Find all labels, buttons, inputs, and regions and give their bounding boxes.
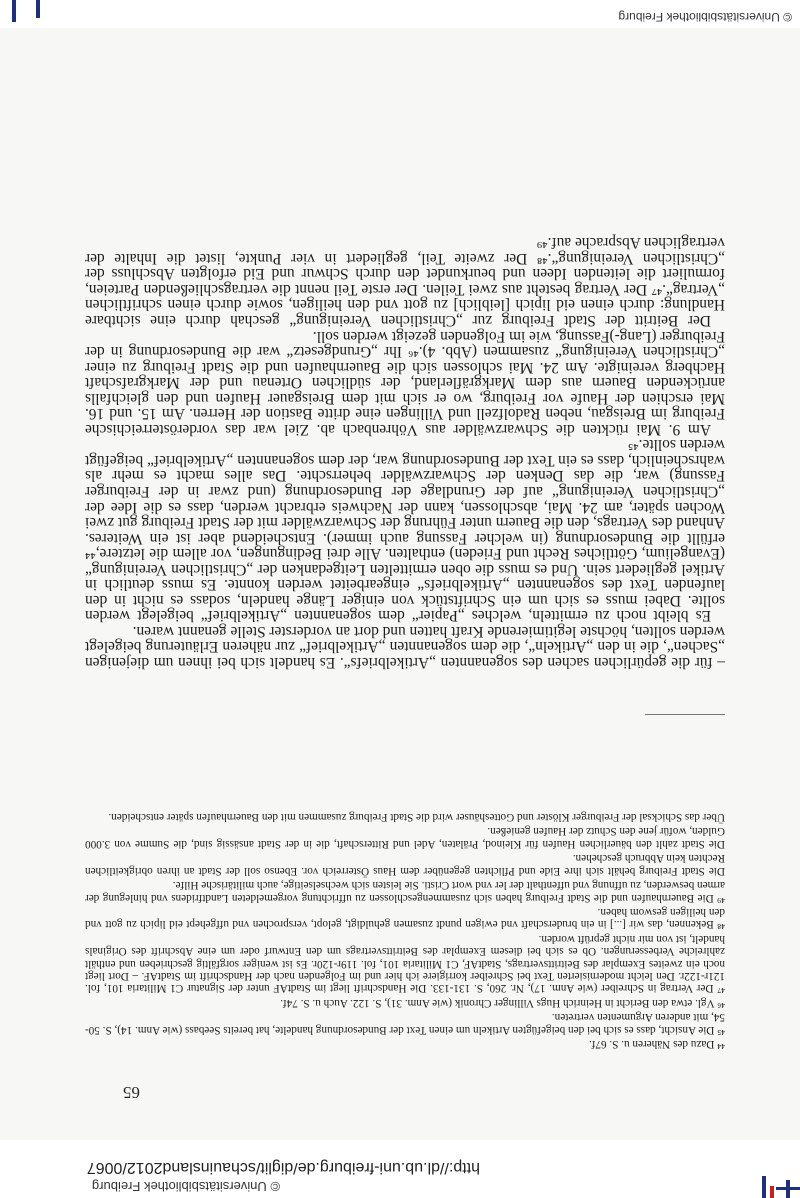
footnote: ⁴⁶ Vgl. etwa den Bericht in Heinrich Hugs Villinger Chronik (wie Anm. 31), S. 122. Auch u. S. 74f. xyxy=(280,996,725,1009)
footnote: Die Stadt Freiburg behält sich ihre Eide und Pflichten gegenüber dem Haus Österreich vor. Ebenso soll der Stadt an ihren obrigkeitlichen Rechten kein Abbruch geschehen. xyxy=(85,852,725,877)
library-copyright-top: © Universitätsbibliothek Freiburg xyxy=(618,10,792,24)
library-footer xyxy=(0,1140,800,1198)
university-logo-icon xyxy=(756,1168,800,1198)
paragraph: Der Beitritt der Stadt Freiburg zur „Christlichen Vereinigung“ geschah durch eine sichtbare Handlung: durch einen eid lipich [leiblich] zu gott vnd den heiligen, sowie durch einen schriftlichen „Vertrag“.⁴⁷ Der Vertrag besteht aus zwei Teilen. Der erste Teil nennt die vertragschließenden Parteien, formuliert die leitenden Ideen und beurkundet den durch Schwur und Eid erfolgten Abschluss der „Christlichen Vereinigung“.⁴⁸ Der zweite Teil, gegliedert in vier Punkte, listet die Inhalte der vertraglichen Absprache auf.⁴⁹ xyxy=(85,234,725,329)
footnote: ⁴⁴ Dazu des Näheren u. S. 67f. xyxy=(588,1038,725,1050)
footnote: Über das Schicksal der Freiburger Klöster und Gotteshäuser wird die Stadt Freiburg zusammen mit den Bauernhaufen später entscheiden. xyxy=(108,811,725,824)
library-copyright: © Universitätsbibliothek Freiburg xyxy=(91,1179,280,1194)
source-url[interactable]: http://dl.ub.uni-freiburg.de/diglit/schauinsland2012/0067 xyxy=(86,1159,480,1176)
footnote: ⁴⁵ Die Ansicht, dass es sich bei den beigefügten Artikeln um einen Text der Bundesordnung handelte, hat bereits Seebass (wie Anm. 14), S. 50-54, mit anderen Argumenten vertreten. xyxy=(84,1011,725,1036)
footnote: ⁴⁷ Der Vertrag in Schreiber (wie Anm. 17), Nr. 260, S. 131-133. Die Handschrift liegt im StadtAF unter der Signatur C1 Militaria 101, fol. 121r-122r. Den leicht modernisierten Text bei Schreiber korrigiere ich hier und im Folgenden nach der Handschrift im StadtAF. – Dort liegt noch ein zweites Exemplar des Beitrittsvertrags, StadtAF, C1 Militaria 101, fol. 119r-120r. Es ist weniger sorgfältig geschrieben und enthält zahlreiche Verbesserungen. Ob es sich bei diesem Exemplar des Beitrittsvertrags um den Entwurf oder um eine Abschrift des Originals handelt, ist von mir nicht geprüft worden. xyxy=(85,932,725,995)
footnotes xyxy=(85,809,725,1050)
footnote: ⁴⁸ Bekennen, das wir [...] in ein bruderschaft vnd ewigen pundt zusamen gehuldigt, gelopt, versprochen vnd uffgehept eid lipich zu gott vnd den heiligen geswom haben. xyxy=(85,905,725,931)
paragraph: – für die gepürlichen sachen des sogenannten „Artikelbriefs“. Es handelt sich bei ihnen um diejenigen „Sachen“, die in den „Artikeln“, die dem sogenannten „Artikelbrief“ zur näheren Erläuterung beigelegt werden sollten, höchste legitimierende Kraft hatten und dort an vorderster Stelle genannt waren. xyxy=(85,622,725,671)
footnote-divider xyxy=(645,714,725,715)
paragraph: Es bleibt noch zu ermitteln, welches „Papier“ dem sogenannten „Artikelbrief“ beigelegt werden sollte. Dabei muss es sich um ein Schriftstück von einiger Länge handeln, sodass es nicht in den laufenden Text des sogenannten „Artikelbriefs“ eingearbeitet werden konnte. Es muss deutlich in Artikel gegliedert sein. Und es muss die oben ermittelten Leitgedanken der „Christlichen Vereinigung“ (Evangelium, Göttliches Recht und Frieden) enthalten. Alle drei Bedingungen, vor allem die letztere,⁴⁴ erfüllt die Bundesordnung (in welcher Fassung auch immer). Entscheidend aber ist ein Weiteres. Anhand des Vertrags, den die Bauern unter Führung der Schwarzwälder mit der Stadt Freiburg gut zwei Wochen später, am 24. Mai, abschlossen, kann der Nachweis erbracht werden, dass es die Idee der „Christlichen Vereinigung“ auf der Grundlage der Bundesordnung (und zwar in der Freiburger Fassung) war, die das Denken der Schwarzwälder beherrschte. Das alles macht es mehr als wahrscheinlich, dass es ein Text der Bundesordnung war, der dem sogenannten „Artikelbrief“ beigefügt werden sollte.⁴⁵ xyxy=(85,436,725,625)
university-logo-top-icon xyxy=(6,0,50,28)
footnote: Die Stadt zahlt den bäuerlichen Haufen für Kleinod, Prälaten, Adel und Ritterschaft, die in der Stadt ansässig sind, die Summe von 3.000 Gulden, wofür jene den Schutz der Haufen genießen. xyxy=(85,825,725,850)
footnote: ⁴⁹ Die Bauernhaufen und die Stadt Freiburg haben sich zusammengeschlossen zu uffrichtung vorgemeldeten Landtfridens vnd hinlegung der armen beswerden, zu uffnung vnd uffenthalt der ler vnd wort Cristi. Sie leisten sich wechselseitige, auch militärische Hilfe. xyxy=(85,879,725,904)
library-header xyxy=(0,0,800,28)
page-number: 65 xyxy=(123,1083,140,1102)
paragraph: Am 9. Mai rückten die Schwarzwälder aus Vöhrenbach ab. Ziel war das vorderösterreichische Freiburg im Breisgau, neben Radolfzell und Villingen eine dritte Bastion der Herren. Am 15. und 16. Mai erschien der Haufe vor Freiburg, wo er sich mit dem Breisgauer Haufen und den gleichfalls anrückenden Bauern aus dem Markgräflerland, der südlichen Ortenau und der Markgrafschaft Hachberg vereinigte. Am 24. Mai schlossen sich die Bauernhaufen und die Stadt Freiburg zu einer „Christlichen Vereinigung“ zusammen (Abb. 4).⁴⁶ Ihr „Grundgesetz“ war die Bundesordnung in der Freiburger (Lang-)Fassung, wie im Folgenden gezeigt werden soll. xyxy=(85,327,725,438)
main-text xyxy=(85,235,725,670)
